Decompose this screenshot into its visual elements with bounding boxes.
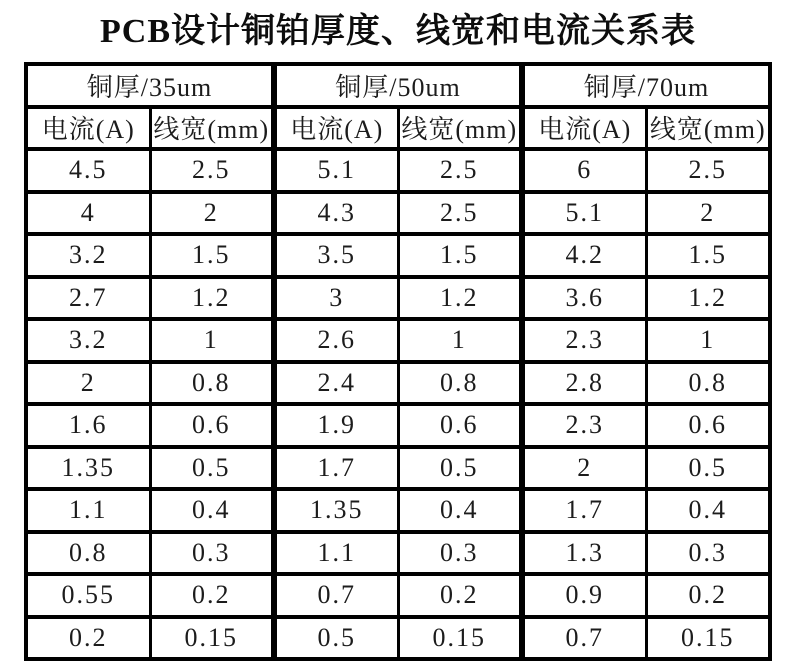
linewidth-value-cell: 0.15 [398, 617, 522, 660]
current-value-cell: 1.1 [274, 532, 398, 575]
table-row [26, 362, 770, 405]
linewidth-value-cell: 0.8 [646, 362, 770, 405]
col-header-current-70um: 电流(A) [522, 107, 646, 150]
current-value-cell: 2.3 [522, 404, 646, 447]
current-value-cell: 0.7 [522, 617, 646, 660]
linewidth-value-cell: 1.2 [398, 277, 522, 320]
current-value-cell: 0.7 [274, 574, 398, 617]
table-row [26, 617, 770, 660]
current-value-cell: 0.2 [26, 617, 150, 660]
page-title: PCB设计铜铂厚度、线宽和电流关系表 [100, 13, 696, 50]
current-value-cell: 4.5 [26, 149, 150, 192]
current-value-cell: 1.9 [274, 404, 398, 447]
current-value-cell: 1.3 [522, 532, 646, 575]
current-value-cell: 2.3 [522, 319, 646, 362]
linewidth-value-cell: 0.15 [150, 617, 274, 660]
table-row [26, 149, 770, 192]
linewidth-value-cell: 2 [646, 192, 770, 235]
current-value-cell: 2 [26, 362, 150, 405]
linewidth-value-cell: 0.2 [646, 574, 770, 617]
table-row [26, 277, 770, 320]
col-header-width-70um: 线宽(mm) [646, 107, 770, 150]
current-value-cell: 3.2 [26, 234, 150, 277]
current-value-cell: 1.1 [26, 489, 150, 532]
current-value-cell: 4.2 [522, 234, 646, 277]
table-row [26, 192, 770, 235]
current-value-cell: 4 [26, 192, 150, 235]
group-header-70um: 铜厚/70um [522, 64, 770, 107]
current-value-cell: 1.35 [26, 447, 150, 490]
linewidth-value-cell: 0.4 [150, 489, 274, 532]
current-value-cell: 2.4 [274, 362, 398, 405]
linewidth-value-cell: 0.4 [646, 489, 770, 532]
linewidth-value-cell: 2.5 [646, 149, 770, 192]
table-row [26, 574, 770, 617]
current-value-cell: 6 [522, 149, 646, 192]
current-value-cell: 5.1 [274, 149, 398, 192]
linewidth-value-cell: 0.6 [398, 404, 522, 447]
table-row [26, 404, 770, 447]
table-row [26, 489, 770, 532]
col-header-width-35um: 线宽(mm) [150, 107, 274, 150]
table-row [26, 234, 770, 277]
linewidth-value-cell: 2.5 [398, 192, 522, 235]
current-value-cell: 0.9 [522, 574, 646, 617]
linewidth-value-cell: 0.15 [646, 617, 770, 660]
group-header-row [26, 64, 770, 107]
linewidth-value-cell: 0.3 [398, 532, 522, 575]
linewidth-value-cell: 0.4 [398, 489, 522, 532]
linewidth-value-cell: 0.5 [398, 447, 522, 490]
linewidth-value-cell: 2.5 [150, 149, 274, 192]
table-row [26, 532, 770, 575]
table-row [26, 447, 770, 490]
linewidth-value-cell: 0.3 [646, 532, 770, 575]
linewidth-value-cell: 2 [150, 192, 274, 235]
col-header-current-35um: 电流(A) [26, 107, 150, 150]
linewidth-value-cell: 2.5 [398, 149, 522, 192]
linewidth-value-cell: 0.5 [646, 447, 770, 490]
linewidth-value-cell: 1.2 [646, 277, 770, 320]
current-value-cell: 0.55 [26, 574, 150, 617]
current-value-cell: 0.5 [274, 617, 398, 660]
table-row [26, 319, 770, 362]
current-value-cell: 2.8 [522, 362, 646, 405]
current-value-cell: 3.6 [522, 277, 646, 320]
current-value-cell: 2.6 [274, 319, 398, 362]
col-header-current-50um: 电流(A) [274, 107, 398, 150]
linewidth-value-cell: 0.5 [150, 447, 274, 490]
current-value-cell: 1.7 [522, 489, 646, 532]
linewidth-value-cell: 0.8 [398, 362, 522, 405]
linewidth-value-cell: 0.8 [150, 362, 274, 405]
linewidth-value-cell: 0.2 [150, 574, 274, 617]
linewidth-value-cell: 1 [398, 319, 522, 362]
linewidth-value-cell: 1.5 [646, 234, 770, 277]
linewidth-value-cell: 0.3 [150, 532, 274, 575]
current-value-cell: 4.3 [274, 192, 398, 235]
current-value-cell: 1.7 [274, 447, 398, 490]
current-value-cell: 5.1 [522, 192, 646, 235]
linewidth-value-cell: 1 [646, 319, 770, 362]
current-value-cell: 0.8 [26, 532, 150, 575]
pcb-current-linewidth-table [24, 62, 772, 661]
current-value-cell: 3 [274, 277, 398, 320]
table-body [26, 149, 770, 659]
linewidth-value-cell: 1 [150, 319, 274, 362]
linewidth-value-cell: 1.5 [398, 234, 522, 277]
group-header-50um: 铜厚/50um [274, 64, 522, 107]
current-value-cell: 1.35 [274, 489, 398, 532]
current-value-cell: 2.7 [26, 277, 150, 320]
current-value-cell: 2 [522, 447, 646, 490]
group-header-35um: 铜厚/35um [26, 64, 274, 107]
linewidth-value-cell: 0.6 [646, 404, 770, 447]
sub-header-row [26, 107, 770, 150]
linewidth-value-cell: 0.6 [150, 404, 274, 447]
col-header-width-50um: 线宽(mm) [398, 107, 522, 150]
table-header [26, 64, 770, 149]
current-value-cell: 1.6 [26, 404, 150, 447]
linewidth-value-cell: 0.2 [398, 574, 522, 617]
current-value-cell: 3.5 [274, 234, 398, 277]
linewidth-value-cell: 1.2 [150, 277, 274, 320]
linewidth-value-cell: 1.5 [150, 234, 274, 277]
current-value-cell: 3.2 [26, 319, 150, 362]
